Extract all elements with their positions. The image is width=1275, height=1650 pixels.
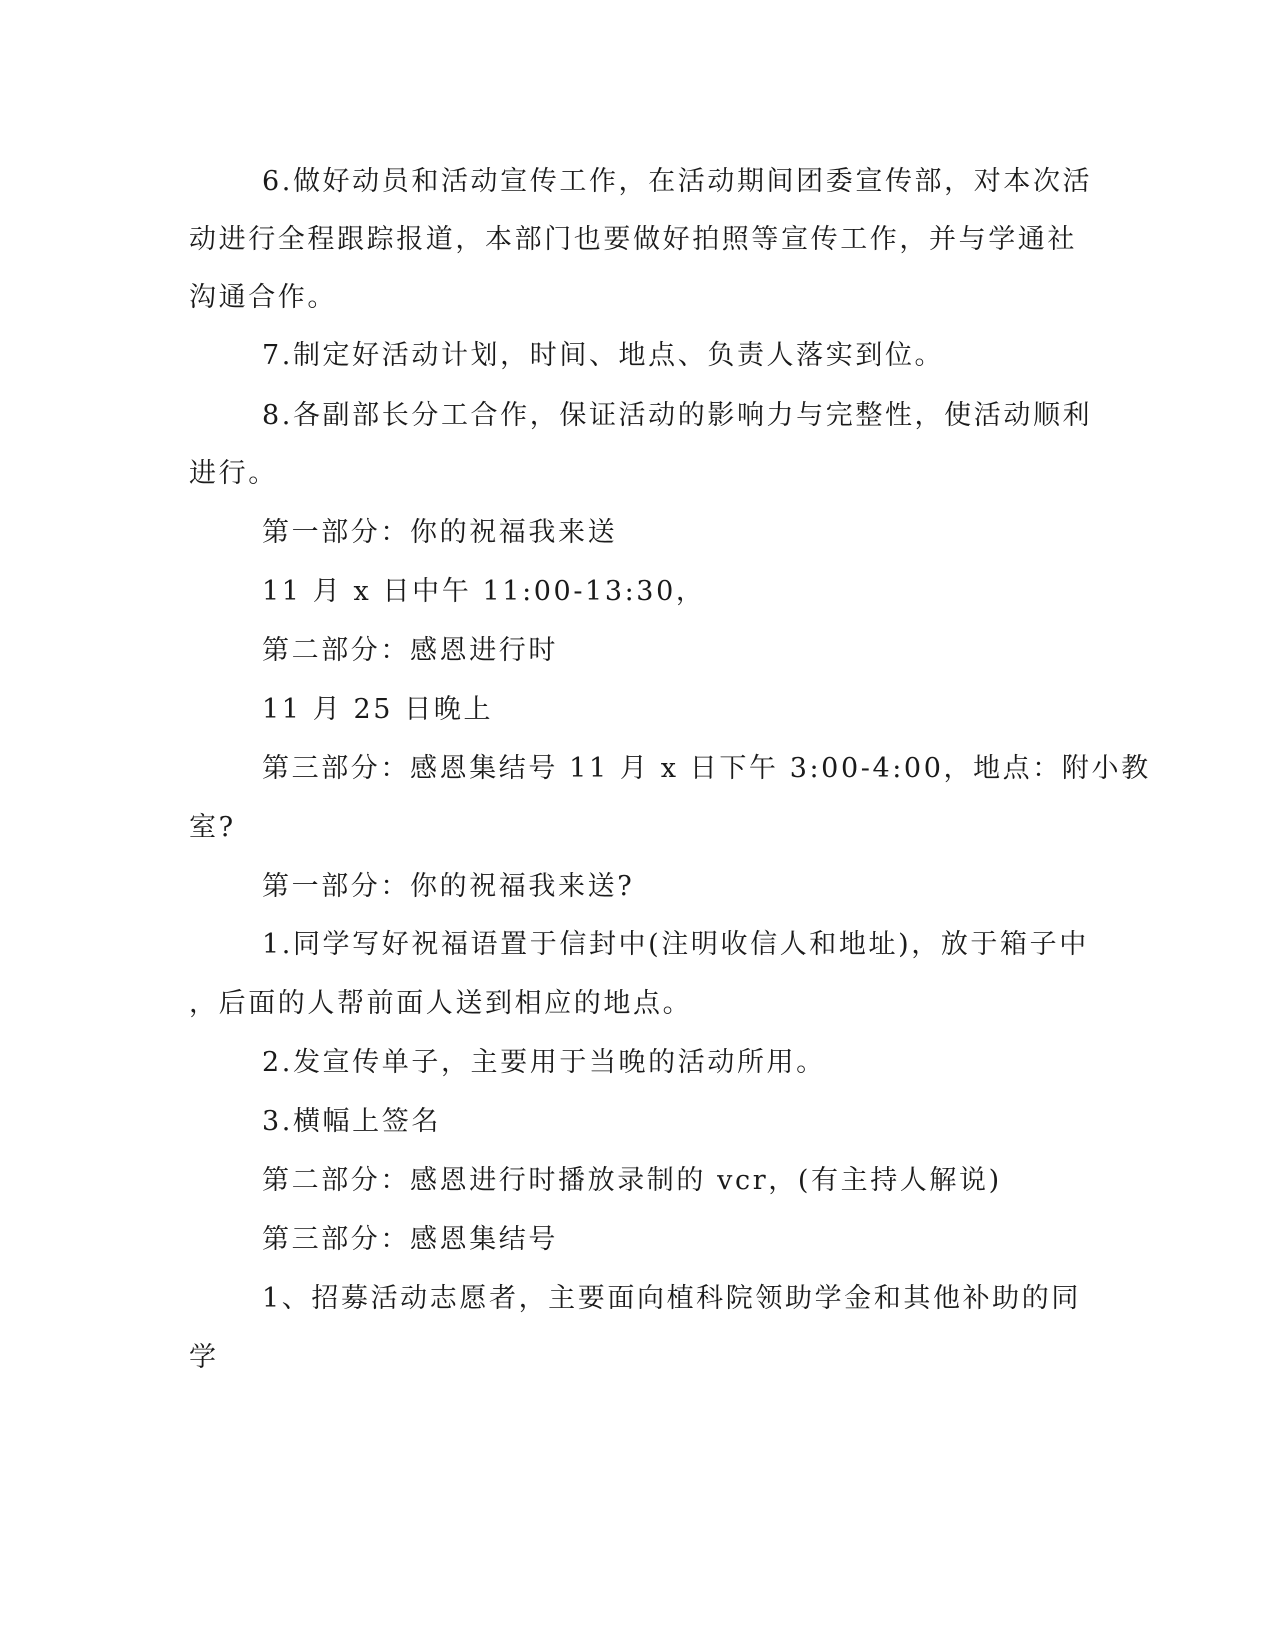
part-three-heading-line-2: 室?	[189, 812, 236, 843]
paragraph-8-line-1: 8.各副部长分工合作，保证活动的影响力与完整性，使活动顺利	[262, 400, 1093, 431]
part-one-time: 11 月 x 日中午 11:00-13:30，	[262, 576, 706, 607]
paragraph-7: 7.制定好活动计划，时间、地点、负责人落实到位。	[262, 340, 945, 371]
part-two-detail: 第二部分：感恩进行时播放录制的 vcr，(有主持人解说)	[262, 1165, 1002, 1196]
paragraph-6-line-3: 沟通合作。	[189, 282, 337, 313]
part-two-heading: 第二部分：感恩进行时	[262, 635, 558, 666]
paragraph-6-line-1: 6.做好动员和活动宣传工作，在活动期间团委宣传部，对本次活	[262, 166, 1093, 197]
part-one-item-3: 3.横幅上签名	[262, 1106, 441, 1137]
part-one-heading: 第一部分：你的祝福我来送	[262, 517, 618, 548]
part-two-time: 11 月 25 日晚上	[262, 694, 494, 725]
paragraph-8-line-2: 进行。	[189, 458, 278, 489]
part-one-item-2: 2.发宣传单子，主要用于当晚的活动所用。	[262, 1047, 826, 1078]
part-three-heading-line-1: 第三部分：感恩集结号 11 月 x 日下午 3:00-4:00，地点：附小教	[262, 753, 1151, 784]
part-one-item-1-line-2: ，后面的人帮前面人送到相应的地点。	[189, 988, 693, 1019]
paragraph-6-line-2: 动进行全程跟踪报道，本部门也要做好拍照等宣传工作，并与学通社	[189, 224, 1077, 255]
part-three-detail-heading: 第三部分：感恩集结号	[262, 1224, 558, 1255]
part-one-item-1-line-1: 1.同学写好祝福语置于信封中(注明收信人和地址)，放于箱子中	[262, 929, 1089, 960]
part-one-detail-heading: 第一部分：你的祝福我来送?	[262, 871, 635, 902]
part-three-item-1-line-1: 1、招募活动志愿者，主要面向植科院领助学金和其他补助的同	[262, 1283, 1081, 1314]
part-three-item-1-line-2: 学	[189, 1342, 219, 1373]
